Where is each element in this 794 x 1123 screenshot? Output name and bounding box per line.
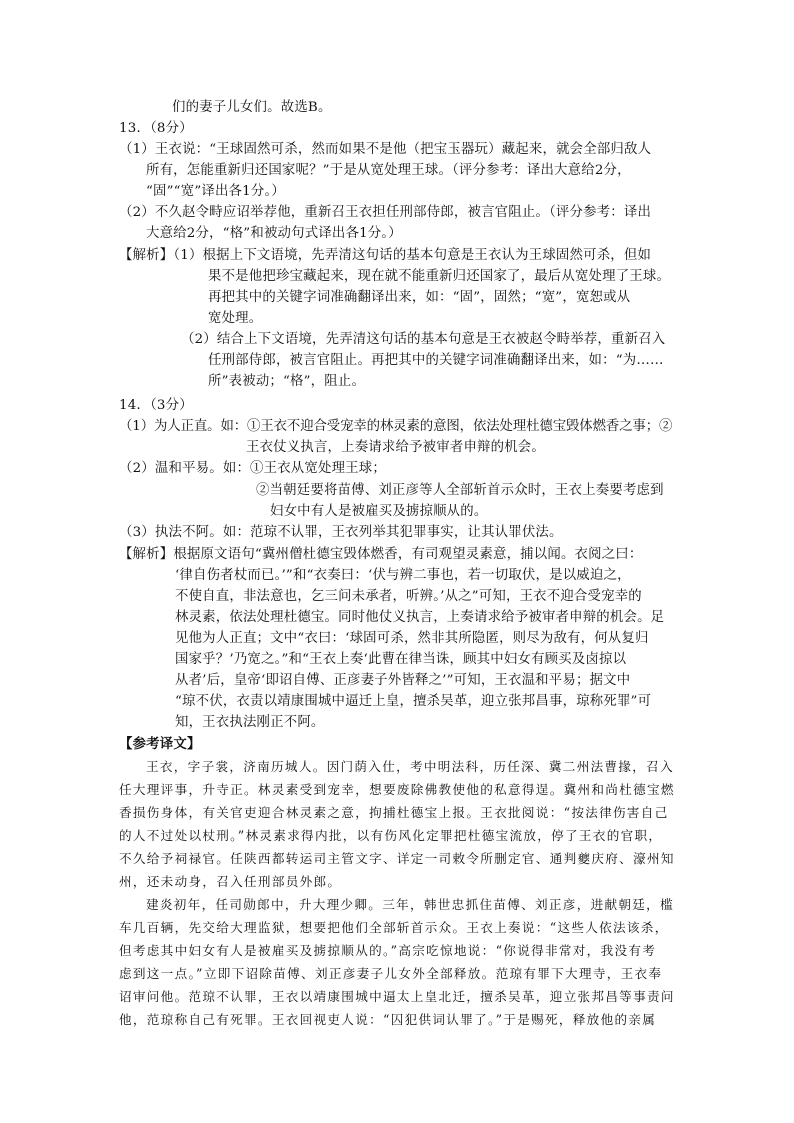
translation-line: 州，还未动身，召入任刑部员外郎。 [119, 874, 342, 889]
text-line: ‘律自伤者杖而已。’”和“衣奏曰：‘伏与辨二事也，若一切取伏，是以威迫之， [175, 568, 631, 583]
text-line: （1）王衣说：“王球固然可杀，然而如果不是他（把宝玉器玩）藏起来，就会全部归敌人 [119, 142, 652, 157]
text-line: 果不是他把珍宝藏起来，现在就不能重新归还国家了，最后从宽处理了王球。 [208, 269, 671, 284]
text-line: 们的妻子儿女们。故选B。 [172, 100, 332, 115]
text-line: （2）结合上下文语境，先弄清这句话的基本句意是王衣被赵令畤举荐，重新召入 [181, 332, 666, 347]
translation-line: 任大理评事，升寺正。林灵素受到宠幸，想要废除佛教使他的私意得逞。冀州和尚杜德宝燃 [119, 782, 675, 797]
text-line: 所有，怎能重新归还国家呢？”于是从宽处理王球。（评分参考：译出大意给2分， [146, 163, 631, 178]
text-line: 宽处理。 [208, 311, 263, 326]
analysis-line: 【解析】（1）根据上下文语境，先弄清这句话的基本句意是王衣认为王球固然可杀，但如 [119, 248, 652, 263]
translation-line: 不久给予祠禄官。任陕西都转运司主管文字、详定一司敕令所删定官、通判夔庆府、濠州知 [119, 851, 675, 866]
text-line: 不使自直，非法意也，乞三问未承者，听辨。’从之”可知，王衣不迎合受宠幸的 [175, 589, 642, 604]
text-line: 王衣仗义执言，上奏请求给予被审者申辩的机会。 [246, 440, 545, 455]
text-line: 从者’后，皇帝‘即诏自傅、正彦妻子外皆释之’”可知，王衣温和平易；据文中 [175, 673, 631, 688]
reference-translation-heading: 【参考译文】 [119, 736, 201, 752]
translation-line: 车几百辆，先交给大理监狱，想要把他们全部斩首示众。王衣上奏说：“这些人依法该杀， [119, 920, 669, 935]
translation-line: 虑到这一点。”立即下诏除苗傅、刘正彦妻子儿女外全部释放。范琼有罪下大理寺，王衣奉 [119, 966, 663, 981]
text-line: 林灵素，依法处理杜德宝。同时他仗义执言，上奏请求给予被审者申辩的机会。足 [175, 610, 665, 625]
analysis-line: 【解析】根据原文语句“冀州僧杜德宝毁体燃香，有司观望灵素意，捕以闻。衣阅之曰： [119, 547, 643, 562]
text-line: 任刑部侍郎，被言官阻止。再把其中的关键字词准确翻译出来，如：“为…… [208, 353, 664, 368]
text-line: 知，王衣执法刚正不阿。 [175, 715, 325, 730]
text-line: （1）为人正直。如：①王衣不迎合受宠幸的林灵素的意图，依法处理杜德宝毁体燃香之事；② [119, 419, 673, 434]
text-line: 妇女中有人是被雇买及掳掠顺从的。 [270, 504, 488, 519]
text-line: 所”表被动；“格”，阻止。 [208, 374, 366, 389]
text-line: （2）温和平易。如：①王衣从宽处理王球； [119, 461, 386, 476]
question-13-heading: 13．（8分） [119, 121, 193, 136]
text-line: 大意给2分，“格”和被动句式译出各1分。） [146, 226, 402, 241]
text-line: 国家乎？’乃宽之。”和“王衣上奏‘此曹在律当诛，顾其中妇女有顾买及卤掠以 [175, 652, 627, 667]
text-line: （3）执法不阿。如：范琼不认罪，王衣列举其犯罪事实，让其认罪伏法。 [119, 525, 563, 540]
translation-line: 但考虑其中妇女有人是被雇买及掳掠顺从的。”高宗吃惊地说：“你说得非常对，我没有考 [119, 943, 657, 958]
text-line: 再把其中的关键字词准确翻译出来，如：“固”，固然；“宽”，宽恕或从 [208, 290, 631, 305]
translation-line: 他，范琼称自己有死罪。王衣回视吏人说：“囚犯供词认罪了。”于是赐死，释放他的亲属 [119, 1012, 657, 1027]
translation-line: 香损伤身体，有关官吏迎合林灵素之意，拘捕杜德宝上报。王衣批阅说：“按法律伤害自己 [119, 805, 669, 820]
translation-line: 诏审问他。范琼不认罪，王衣以靖康围城中逼太上皇北迁，擅杀吴革，迎立张邦昌等事责问 [119, 989, 675, 1004]
translation-line: 建炎初年，任司勋郎中，升大理少卿。三年，韩世忠抓住苗傅、刘正彦，进献朝廷，槛 [146, 897, 674, 912]
text-line: 见他为人正直；文中“衣曰：‘球固可杀，然非其所隐匿，则尽为敌有，何从复归 [175, 631, 649, 646]
translation-line: 的人不过处以杖刑。”林灵素求得内批，以有伤风化定罪把杜德宝流放，停了王衣的官职， [119, 828, 663, 843]
text-line: “固”“宽”译出各1分。） [146, 184, 285, 199]
text-line: （2）不久赵令畤应诏举荐他，重新召王衣担任刑部侍郎，被言官阻止。（评分参考：译出 [119, 205, 652, 220]
translation-line: 王衣，字子裳，济南历城人。因门荫入仕，考中明法科，历任深、冀二州法曹掾，召入 [146, 759, 674, 774]
text-line: “琼不伏，衣责以靖康围城中逼迁上皇，擅杀吴革，迎立张邦昌事，琼称死罪”可 [175, 694, 652, 709]
text-line: ②当朝廷要将苗傅、刘正彦等人全部斩首示众时，王衣上奏要考虑到 [256, 483, 664, 498]
question-14-heading: 14．（3分） [119, 398, 193, 413]
